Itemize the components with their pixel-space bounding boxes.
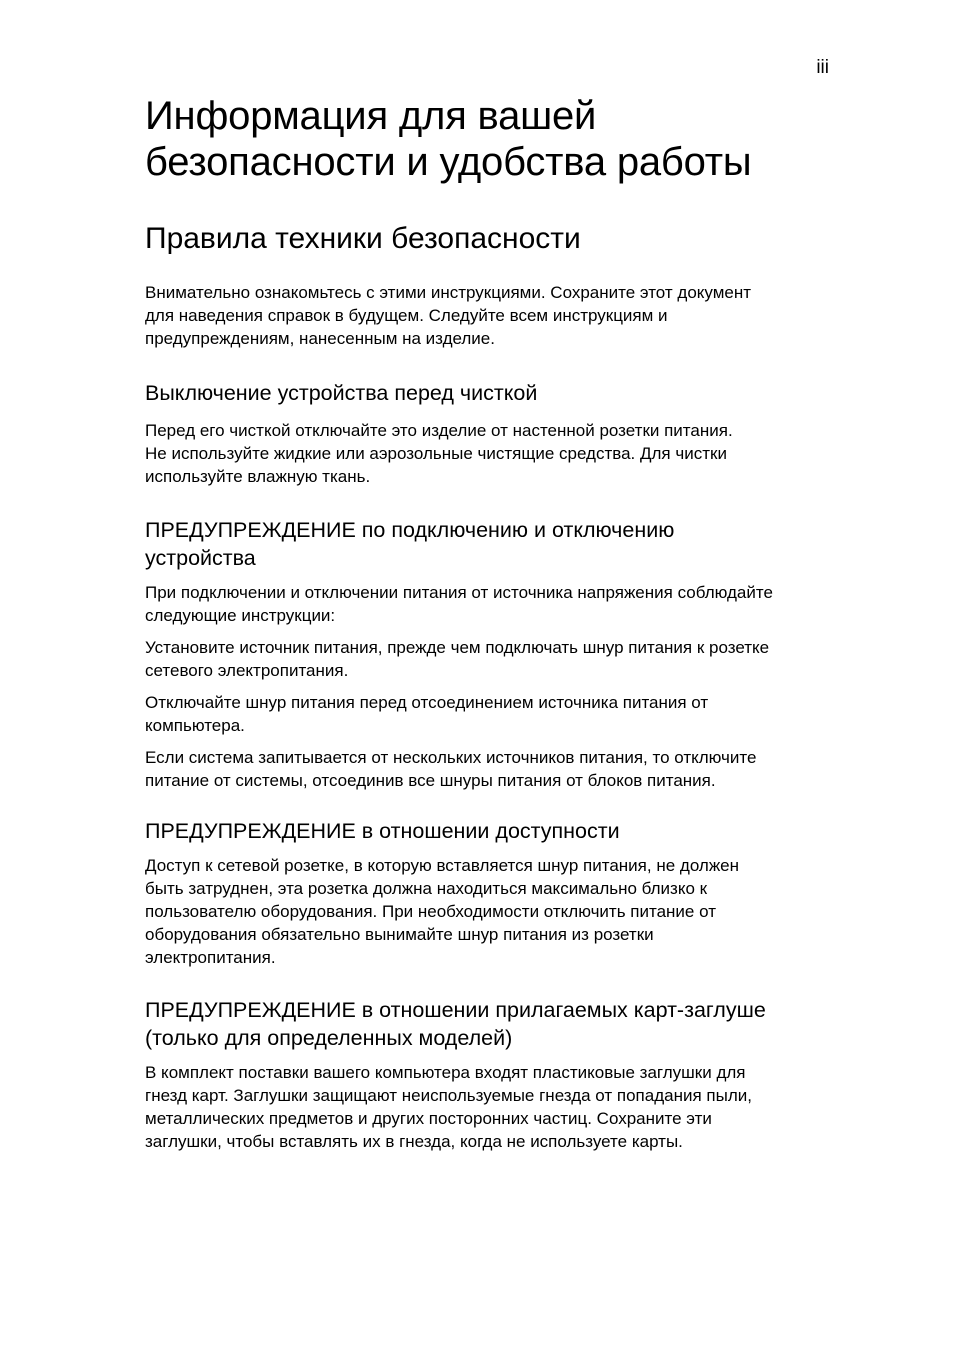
page-title bbox=[145, 93, 835, 185]
cleaning-line: Перед его чисткой отключайте это изделие от настенной розетки питания. bbox=[145, 421, 733, 440]
cleaning-line: используйте влажную ткань. bbox=[145, 467, 371, 486]
intro-line: для наведения справок в будущем. Следуйте всем инструкциям и bbox=[145, 306, 668, 325]
intro-paragraph bbox=[145, 281, 835, 350]
connection-line: Отключайте шнур питания перед отсоединением источника питания от bbox=[145, 693, 709, 712]
accessibility-line: электропитания. bbox=[145, 948, 276, 967]
connection-line: При подключении и отключении питания от источника напряжения соблюдайте bbox=[145, 583, 773, 602]
cleaning-line: Не используйте жидкие или аэрозольные чистящие средства. Для чистки bbox=[145, 444, 727, 463]
connection-heading bbox=[145, 516, 835, 572]
dummy-cards-heading-line: (только для определенных моделей) bbox=[145, 1026, 513, 1050]
accessibility-heading: ПРЕДУПРЕЖДЕНИЕ в отношении доступности bbox=[145, 819, 620, 843]
connection-line: питание от системы, отсоединив все шнуры питания от блоков питания. bbox=[145, 771, 716, 790]
dummy-cards-heading bbox=[145, 996, 835, 1052]
connection-line: сетевого электропитания. bbox=[145, 661, 349, 680]
accessibility-line: быть затруднен, эта розетка должна находиться максимально близко к bbox=[145, 879, 708, 898]
intro-line: предупреждениям, нанесенным на изделие. bbox=[145, 329, 495, 348]
page-title-line-2: безопасности и удобства работы bbox=[145, 140, 752, 184]
connection-heading-line: устройства bbox=[145, 546, 256, 570]
accessibility-section bbox=[145, 817, 835, 969]
cleaning-paragraph bbox=[145, 419, 835, 488]
dummy-cards-line: В комплект поставки вашего компьютера входят пластиковые заглушки для bbox=[145, 1063, 746, 1082]
accessibility-line: Доступ к сетевой розетке, в которую вставляется шнур питания, не должен bbox=[145, 856, 740, 875]
connection-paragraph bbox=[145, 636, 835, 682]
connection-paragraph bbox=[145, 746, 835, 792]
document-body bbox=[145, 93, 835, 1153]
connection-paragraph bbox=[145, 691, 835, 737]
accessibility-line: пользователю оборудования. При необходимости отключить питание от bbox=[145, 902, 716, 921]
dummy-cards-line: гнезд карт. Заглушки защищают неиспользуемые гнезда от попадания пыли, bbox=[145, 1086, 752, 1105]
dummy-cards-line: заглушки, чтобы вставлять их в гнезда, когда не используете карты. bbox=[145, 1132, 683, 1151]
dummy-cards-line: металлических предметов и других посторонних частиц. Сохраните эти bbox=[145, 1109, 712, 1128]
accessibility-line: оборудования обязательно вынимайте шнур питания из розетки bbox=[145, 925, 654, 944]
connection-line: следующие инструкции: bbox=[145, 606, 336, 625]
connection-heading-line: ПРЕДУПРЕЖДЕНИЕ по подключению и отключению bbox=[145, 518, 675, 542]
cleaning-section bbox=[145, 379, 835, 488]
dummy-cards-paragraph bbox=[145, 1061, 835, 1153]
connection-line: Если система запитывается от нескольких источников питания, то отключите bbox=[145, 748, 757, 767]
connection-paragraph bbox=[145, 581, 835, 627]
page-number: iii bbox=[816, 57, 829, 78]
intro-line: Внимательно ознакомьтесь с этими инструкциями. Сохраните этот документ bbox=[145, 283, 752, 302]
accessibility-paragraph bbox=[145, 854, 835, 969]
dummy-cards-heading-line: ПРЕДУПРЕЖДЕНИЕ в отношении прилагаемых карт-заглуше bbox=[145, 998, 766, 1022]
connection-line: Установите источник питания, прежде чем подключать шнур питания к розетке bbox=[145, 638, 770, 657]
section-title: Правила техники безопасности bbox=[145, 222, 581, 255]
page-title-line-1: Информация для вашей bbox=[145, 94, 597, 138]
connection-line: компьютера. bbox=[145, 716, 245, 735]
dummy-cards-section bbox=[145, 996, 835, 1153]
connection-section bbox=[145, 516, 835, 792]
cleaning-heading: Выключение устройства перед чисткой bbox=[145, 381, 538, 405]
